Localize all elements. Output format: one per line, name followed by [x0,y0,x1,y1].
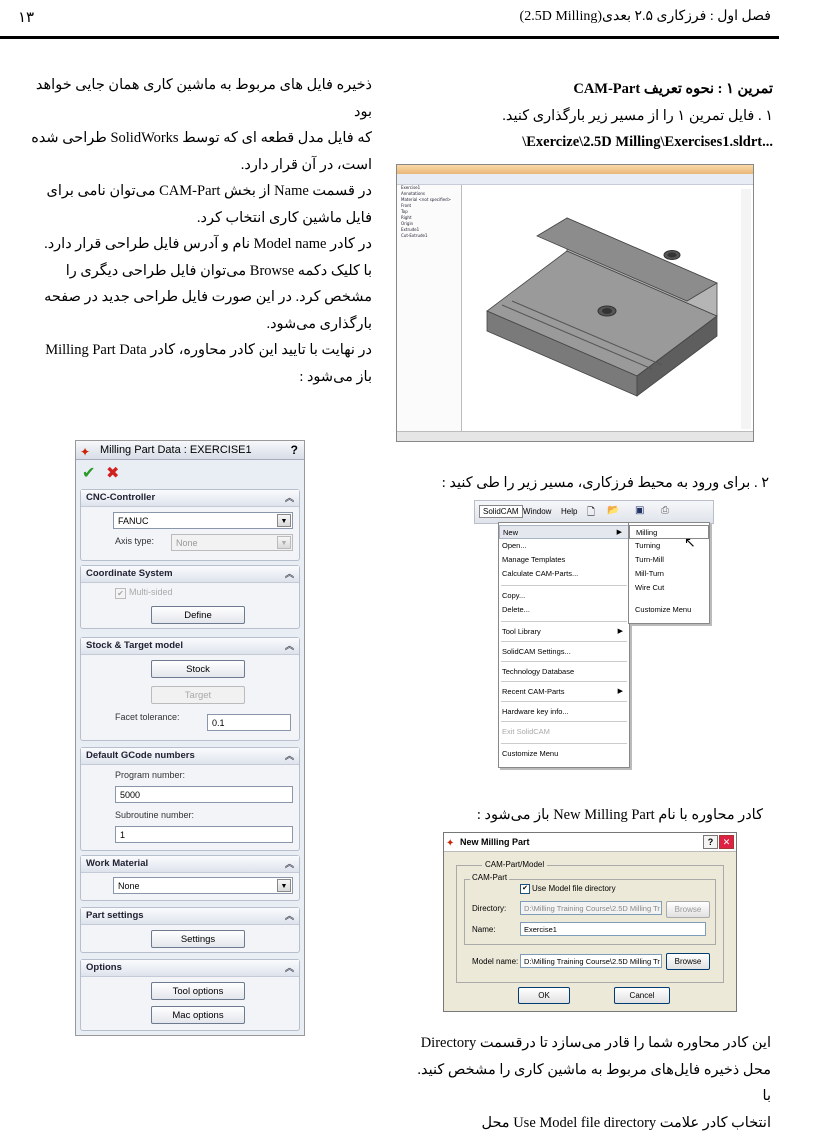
stock-button[interactable]: Stock [151,660,245,678]
menu-item-copy[interactable]: Copy... [499,589,629,603]
section-header[interactable] [81,908,299,925]
subroutine-number-field[interactable]: 1 [115,826,293,843]
menu-item-label: Tool Library [502,627,541,636]
define-button[interactable]: Define [151,606,245,624]
left-column [16,72,372,390]
help-icon[interactable]: ? [703,835,718,849]
paragraph-line: بارگذاری می‌شود. [16,311,372,338]
ok-button[interactable]: OK [518,987,570,1004]
use-model-dir-label: Use Model file directory [532,884,616,893]
tree-item[interactable]: Right [397,215,461,221]
section-header[interactable] [81,748,299,765]
mouse-cursor-icon: ↖ [684,534,696,551]
menu-item-settings[interactable]: SolidCAM Settings... [499,645,629,659]
menu-item-technology-db[interactable]: Technology Database [499,665,629,679]
paragraph-line: در نهایت با تایید این کادر محاوره، کادر Milling Part Data [16,337,372,364]
axis-type-select[interactable] [171,534,293,551]
submenu-arrow-icon: ▶ [618,625,623,639]
subroutine-number-label: Subroutine number: [115,810,194,820]
menu-item-calculate[interactable]: Calculate CAM-Parts... [499,567,629,581]
work-material-section [80,855,300,901]
menu-item-exit[interactable]: Exit SolidCAM [499,725,629,739]
name-label: Name: [472,925,496,934]
dialog-title: New Milling Part [460,837,530,847]
paragraph-line: است، در آن قرار دارد. [16,152,372,179]
stock-target-section [80,637,300,741]
menu-separator [501,681,627,682]
chevron-down-icon[interactable]: ▼ [277,879,291,892]
ok-check-icon[interactable]: ✔ [82,463,95,483]
milling-part-data-panel [75,440,305,1036]
menu-item-manage-templates[interactable]: Manage Templates [499,553,629,567]
section-header[interactable] [81,856,299,873]
tree-item[interactable]: Top [397,209,461,215]
dialog-caption: کادر محاوره با نام New Milling Part باز می‌شود : [403,802,763,829]
settings-button[interactable]: Settings [151,930,245,948]
tree-item[interactable]: Exercise1 [397,185,461,191]
menu-separator [501,641,627,642]
menu-item-recent[interactable] [499,685,629,699]
model-name-label: Model name: [472,957,518,966]
use-model-dir-checkbox[interactable]: ✔ [520,884,530,894]
directory-browse-button[interactable]: Browse [666,901,710,918]
paragraph-line: باز می‌شود : [16,364,372,391]
panel-title: Milling Part Data : EXERCISE1 [100,444,252,456]
program-number-label: Program number: [115,770,185,780]
menu-solidcam[interactable]: SolidCAM [479,505,523,518]
facet-tolerance-field[interactable]: 0.1 [207,714,291,731]
tree-item[interactable]: Cut-Extrude1 [397,233,461,239]
collapse-chevron-icon[interactable]: ︽ [285,908,294,924]
section-title: Default GCode numbers [86,750,195,761]
solidcam-logo-icon: ✦ [446,835,454,853]
section-title: Options [86,962,122,973]
help-icon[interactable]: ? [291,441,298,459]
multi-sided-checkbox[interactable]: ✔ [115,588,126,599]
tree-item[interactable]: Annotations [397,191,461,197]
directory-field[interactable]: D:\Milling Training Course\2.5D Milling Tr [520,901,662,915]
target-button[interactable]: Target [151,686,245,704]
axis-type-value: None [176,538,198,548]
menu-separator [501,701,627,702]
chevron-down-icon[interactable]: ▼ [277,514,291,527]
panel-header [76,441,304,460]
submenu-item-turn-mill[interactable]: Turn-Mill [629,553,709,567]
menu-separator [501,585,627,586]
menu-item-label: New [503,528,518,537]
mac-options-button[interactable]: Mac options [151,1006,245,1024]
tool-options-button[interactable]: Tool options [151,982,245,1000]
paragraph-line: محل ذخیره فایل‌های مربوط به ماشین کاری را مشخص کنید. با [411,1057,771,1110]
step-one: ۱ . فایل تمرین ۱ را از مسیر زیر بارگذاری کنید. [413,103,773,130]
new-document-icon[interactable]: 🗋 [587,505,595,522]
menu-help[interactable]: Help [561,507,577,516]
model-name-field[interactable]: D:\Milling Training Course\2.5D Milling Tr [520,954,662,968]
header-rule [0,36,779,39]
print-icon[interactable]: ⎙ [661,505,669,516]
submenu-arrow-icon: ▶ [617,526,622,540]
menu-bar [474,500,714,524]
bottom-paragraph [411,1030,771,1136]
collapse-chevron-icon[interactable]: ︽ [285,638,294,654]
paragraph-line: مشخص کرد. در این صورت فایل طراحی جدید در صفحه [16,284,372,311]
menu-window[interactable]: Window [523,507,551,516]
facet-tolerance-label: Facet tolerance: [115,712,180,722]
menu-separator [501,743,627,744]
controller-value: FANUC [118,516,149,526]
step-two: ۲ . برای ورود به محیط فرزکاری، مسیر زیر را طی کنید : [409,470,769,497]
section-title: Stock & Target model [86,640,183,651]
paragraph-line: این کادر محاوره شما را قادر می‌سازد تا درقسمت Directory [411,1030,771,1057]
collapse-chevron-icon[interactable]: ︽ [285,566,294,582]
menu-item-new[interactable] [499,525,629,539]
solidworks-screenshot [396,164,754,442]
multi-sided-label: Multi-sided [129,587,173,597]
controller-select[interactable] [113,512,293,529]
section-header[interactable] [81,638,299,655]
directory-label: Directory: [472,904,506,913]
new-milling-part-dialog [443,832,737,1012]
section-title: Coordinate System [86,568,173,579]
material-value: None [118,881,140,891]
sw-titlebar [397,165,753,174]
paragraph-line: که فایل مدل قطعه ای که توسط SolidWorks طراحی شده [16,125,372,152]
collapse-chevron-icon[interactable]: ︽ [285,856,294,872]
section-header[interactable] [81,960,299,977]
section-title: Work Material [86,858,148,869]
submenu-item-wire-cut[interactable]: Wire Cut [629,581,709,595]
part-model-3d [477,201,727,401]
sw-toolbar [397,174,753,185]
solidcam-dropdown [498,522,630,768]
right-column [413,76,773,156]
chevron-down-icon[interactable]: ▼ [277,536,291,549]
part-settings-section [80,907,300,953]
dialog-titlebar [444,833,736,852]
collapse-chevron-icon[interactable]: ︽ [285,748,294,764]
cancel-button[interactable]: Cancel [614,987,670,1004]
cnc-controller-section [80,489,300,561]
model-browse-button[interactable]: Browse [666,953,710,970]
section-title: CNC-Controller [86,492,155,503]
save-icon[interactable]: ▣ [635,505,644,516]
cancel-x-icon[interactable]: ✖ [106,463,119,483]
paragraph-line: در قسمت Name از بخش CAM-Part می‌توان نامی برای [16,178,372,205]
options-section [80,959,300,1031]
menu-separator [501,661,627,662]
name-field[interactable]: Exercise1 [520,922,706,936]
subgroup-label: CAM-Part [470,873,509,882]
collapse-chevron-icon[interactable]: ︽ [285,490,294,506]
submenu-arrow-icon: ▶ [618,685,623,699]
tree-item[interactable]: Material <not specified> [397,197,461,203]
page-number: ۱۳ [18,8,34,27]
feature-tree [397,185,462,431]
group-label: CAM-Part/Model [482,860,547,869]
menu-item-hardware-key[interactable]: Hardware key info... [499,705,629,719]
menu-item-label: Recent CAM-Parts [502,687,565,696]
sw-status-bar [397,431,753,441]
solidcam-menu [474,500,712,768]
menu-item-delete[interactable]: Delete... [499,603,629,617]
axis-type-label: Axis type: [115,536,154,546]
submenu-item-turning[interactable]: Turning [629,539,709,553]
tree-item[interactable]: Origin [397,221,461,227]
paragraph-line: انتخاب کادر علامت Use Model file directory محل [411,1110,771,1136]
collapse-chevron-icon[interactable]: ︽ [285,960,294,976]
menu-separator [501,621,627,622]
section-title: Part settings [86,910,144,921]
chapter-title: فصل اول : فرزکاری ۲.۵ بعدی(2.5D Milling) [520,8,771,25]
coordinate-system-section [80,565,300,629]
paragraph-line: فایل ماشین کاری انتخاب کرد. [16,205,372,232]
material-select[interactable] [113,877,293,894]
tree-item[interactable]: Front [397,203,461,209]
exercise-heading: تمرین ۱ : نحوه تعریف CAM-Part [413,76,773,103]
solidcam-logo-icon: ✦ [80,443,90,461]
submenu-item-mill-turn[interactable]: Mill-Turn [629,567,709,581]
submenu-item-customize[interactable]: Customize Menu [629,603,709,617]
close-icon[interactable]: ✕ [719,835,734,849]
submenu-item-milling[interactable]: Milling [629,525,709,539]
program-number-field[interactable]: 5000 [115,786,293,803]
new-submenu [628,522,710,624]
section-header[interactable] [81,490,299,507]
file-path: \Exercize\2.5D Milling\Exercises1.sldrt... [413,129,773,156]
sw-task-pane [741,189,751,429]
gcode-numbers-section [80,747,300,851]
paragraph-line: در کادر Model name نام و آدرس فایل طراحی قرار دارد. [16,231,372,258]
menu-item-customize[interactable]: Customize Menu [499,747,629,761]
menu-item-open[interactable]: Open... [499,539,629,553]
section-header[interactable] [81,566,299,583]
menu-item-tool-library[interactable] [499,625,629,639]
tree-item[interactable]: Extrude1 [397,227,461,233]
paragraph-line: با کلیک دکمه Browse می‌توان فایل طراحی دیگری را [16,258,372,285]
menu-separator [501,721,627,722]
open-folder-icon[interactable]: 📂 [607,505,619,516]
paragraph-line: ذخیره فایل های مربوط به ماشین کاری همان جایی خواهد بود [16,72,372,125]
